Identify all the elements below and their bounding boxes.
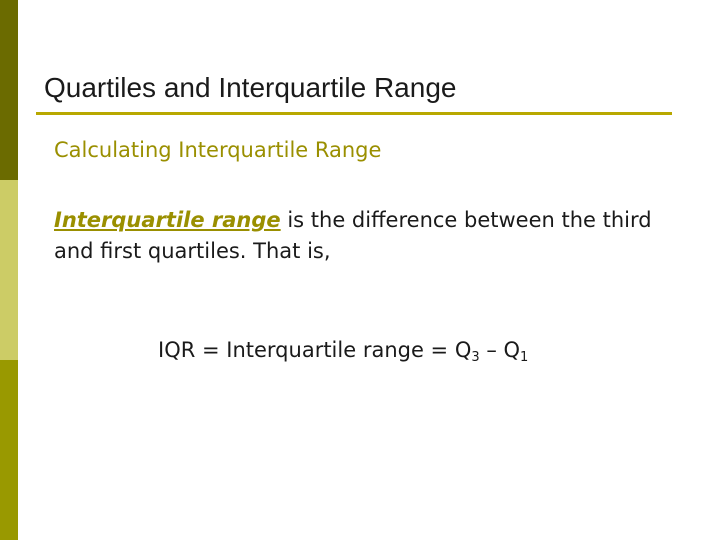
definition-paragraph (54, 205, 694, 267)
sidebar-segment-top (0, 0, 18, 180)
formula-q1-subscript: 1 (520, 350, 529, 365)
title-underline-rule (36, 112, 672, 115)
formula-minus-q: – Q (479, 338, 521, 362)
formula-q3-subscript: 3 (471, 350, 480, 365)
slide-title: Quartiles and Interquartile Range (44, 72, 457, 103)
formula-lhs: IQR = Interquartile range = Q (158, 338, 472, 362)
slide-subtitle: Calculating Interquartile Range (54, 138, 382, 162)
sidebar-segment-middle (0, 180, 18, 360)
definition-term: Interquartile range (54, 208, 281, 232)
slide-sidebar-bar (0, 0, 18, 540)
sidebar-segment-bottom (0, 360, 18, 540)
definition-text: is the difference between the third and first quartiles. That is, (54, 208, 652, 263)
iqr-formula (158, 338, 528, 365)
